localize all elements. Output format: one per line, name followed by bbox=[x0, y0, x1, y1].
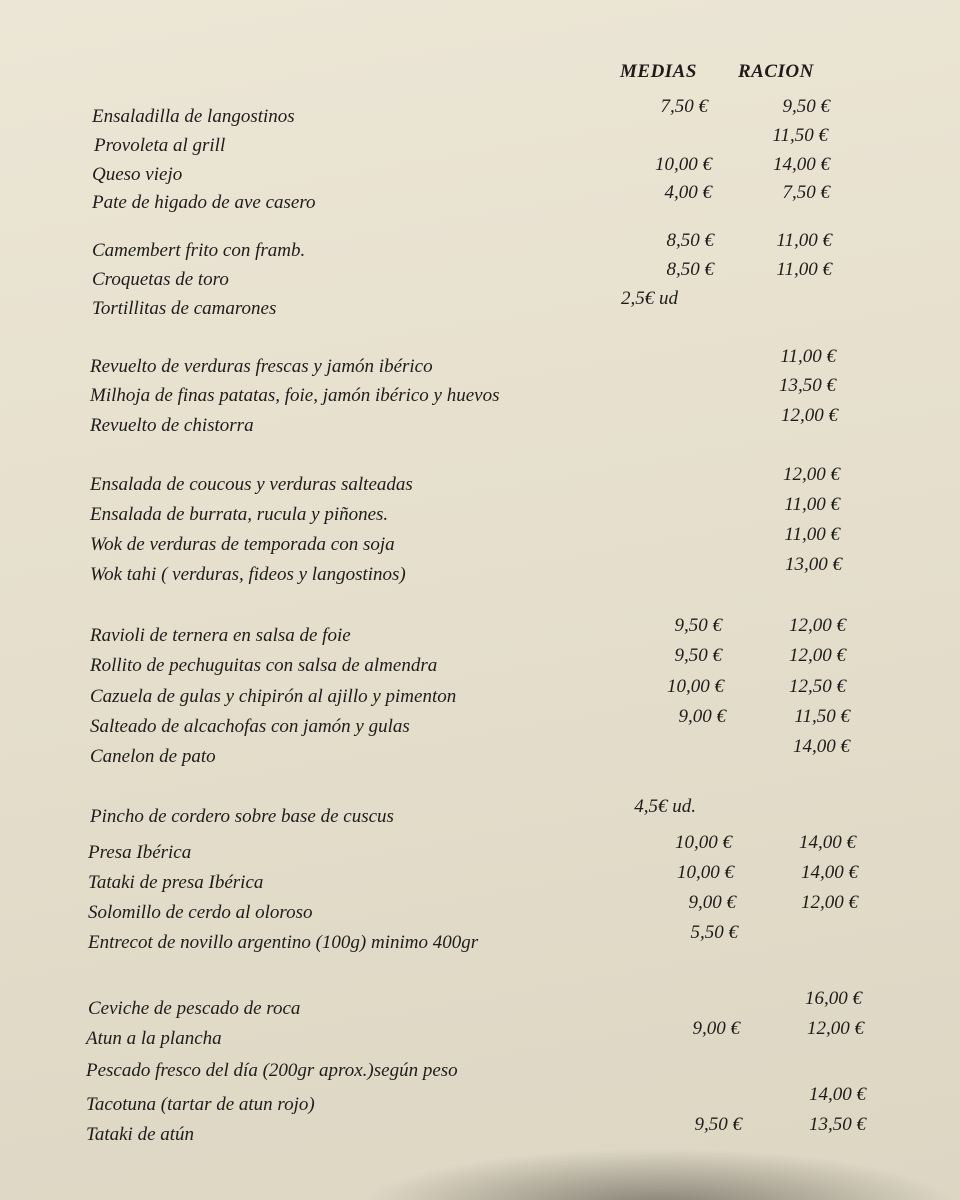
racion-price: 12,00 € bbox=[789, 615, 846, 636]
racion-price: 7,50 € bbox=[782, 182, 830, 203]
media-price: 10,00 € bbox=[667, 676, 724, 697]
menu-item-name: Pate de higado de ave casero bbox=[92, 192, 316, 213]
bottom-shadow bbox=[360, 1148, 960, 1200]
media-price: 9,50 € bbox=[674, 645, 722, 666]
media-price: 4,5€ ud. bbox=[634, 796, 696, 817]
menu-item bbox=[0, 405, 960, 441]
menu-item-name: Tortillitas de camarones bbox=[92, 298, 277, 319]
media-price: 9,00 € bbox=[692, 1018, 740, 1039]
menu-item-name: Cazuela de gulas y chipirón al ajillo y pimenton bbox=[90, 686, 457, 707]
menu-item bbox=[0, 736, 960, 772]
menu-item bbox=[0, 259, 960, 295]
racion-price: 11,00 € bbox=[784, 494, 840, 515]
racion-price: 14,00 € bbox=[793, 736, 850, 757]
header-medias: MEDIAS bbox=[620, 61, 697, 82]
racion-price: 12,50 € bbox=[789, 676, 846, 697]
menu-item-name: Tataki de presa Ibérica bbox=[88, 872, 264, 893]
racion-price: 11,00 € bbox=[780, 346, 836, 367]
menu-item-name: Atun a la plancha bbox=[86, 1028, 222, 1049]
menu-item bbox=[0, 1114, 960, 1150]
racion-price: 14,00 € bbox=[809, 1084, 866, 1105]
racion-price: 12,00 € bbox=[789, 645, 846, 666]
menu-item-name: Pescado fresco del día (200gr aprox.)según peso bbox=[86, 1060, 458, 1081]
racion-price: 11,00 € bbox=[784, 524, 840, 545]
menu-item-name: Canelon de pato bbox=[90, 746, 216, 767]
menu-item-name: Tacotuna (tartar de atun rojo) bbox=[86, 1094, 315, 1115]
menu-item-name: Solomillo de cerdo al oloroso bbox=[88, 902, 313, 923]
racion-price: 11,50 € bbox=[794, 706, 850, 727]
racion-price: 14,00 € bbox=[801, 862, 858, 883]
menu-item-name: Wok tahi ( verduras, fideos y langostinos) bbox=[90, 564, 406, 585]
menu-item-name: Presa Ibérica bbox=[88, 842, 192, 863]
media-price: 9,00 € bbox=[688, 892, 736, 913]
menu-item bbox=[0, 182, 960, 218]
racion-price: 13,50 € bbox=[779, 375, 836, 396]
racion-price: 11,50 € bbox=[772, 125, 828, 146]
menu-item-name: Revuelto de verduras frescas y jamón ibérico bbox=[90, 356, 433, 377]
media-price: 9,00 € bbox=[678, 706, 726, 727]
racion-price: 12,00 € bbox=[801, 892, 858, 913]
header-racion: RACION bbox=[738, 61, 814, 82]
racion-price: 14,00 € bbox=[773, 154, 830, 175]
racion-price: 9,50 € bbox=[782, 96, 830, 117]
media-price: 10,00 € bbox=[675, 832, 732, 853]
menu-item bbox=[0, 922, 960, 958]
menu-item-name: Provoleta al grill bbox=[94, 135, 226, 156]
racion-price: 13,00 € bbox=[785, 554, 842, 575]
menu-item-name: Queso viejo bbox=[92, 164, 183, 185]
menu-item-name: Revuelto de chistorra bbox=[90, 415, 254, 436]
menu-item bbox=[0, 554, 960, 590]
menu-item-name: Rollito de pechuguitas con salsa de almendra bbox=[90, 655, 438, 676]
racion-price: 14,00 € bbox=[799, 832, 856, 853]
menu-item-name: Wok de verduras de temporada con soja bbox=[90, 534, 395, 555]
media-price: 10,00 € bbox=[655, 154, 712, 175]
menu-item-name: Pincho de cordero sobre base de cuscus bbox=[90, 806, 394, 827]
racion-price: 12,00 € bbox=[807, 1018, 864, 1039]
media-price: 8,50 € bbox=[666, 230, 714, 251]
media-price: 8,50 € bbox=[666, 259, 714, 280]
menu-item-name: Ceviche de pescado de roca bbox=[88, 998, 301, 1019]
menu-item-name: Entrecot de novillo argentino (100g) minimo 400gr bbox=[88, 932, 479, 953]
racion-price: 11,00 € bbox=[776, 230, 832, 251]
menu-item bbox=[0, 1058, 960, 1086]
racion-price: 13,50 € bbox=[809, 1114, 866, 1135]
menu-item bbox=[0, 1018, 960, 1054]
media-price: 4,00 € bbox=[664, 182, 712, 203]
racion-price: 11,00 € bbox=[776, 259, 832, 280]
racion-price: 16,00 € bbox=[805, 988, 862, 1009]
media-price: 9,50 € bbox=[694, 1114, 742, 1135]
menu-item-name: Tataki de atún bbox=[86, 1124, 195, 1145]
menu-item-name: Ravioli de ternera en salsa de foie bbox=[90, 625, 351, 646]
menu-item-name: Salteado de alcachofas con jamón y gulas bbox=[90, 716, 410, 737]
menu-item-name: Milhoja de finas patatas, foie, jamón ibérico y huevos bbox=[90, 385, 500, 406]
menu-item-name: Ensalada de burrata, rucula y piñones. bbox=[90, 504, 389, 525]
menu-item bbox=[0, 288, 960, 324]
racion-price: 12,00 € bbox=[781, 405, 838, 426]
menu-item bbox=[0, 892, 960, 928]
menu-item bbox=[0, 796, 960, 832]
media-price: 7,50 € bbox=[660, 96, 708, 117]
menu-item-name: Croquetas de toro bbox=[92, 269, 229, 290]
media-price: 10,00 € bbox=[677, 862, 734, 883]
menu-item-name: Camembert frito con framb. bbox=[92, 240, 306, 261]
media-price: 5,50 € bbox=[690, 922, 738, 943]
menu-item-name: Ensaladilla de langostinos bbox=[92, 106, 295, 127]
racion-price: 12,00 € bbox=[783, 464, 840, 485]
media-price: 2,5€ ud bbox=[621, 288, 678, 309]
menu-item-name: Ensalada de coucous y verduras salteadas bbox=[90, 474, 413, 495]
media-price: 9,50 € bbox=[674, 615, 722, 636]
